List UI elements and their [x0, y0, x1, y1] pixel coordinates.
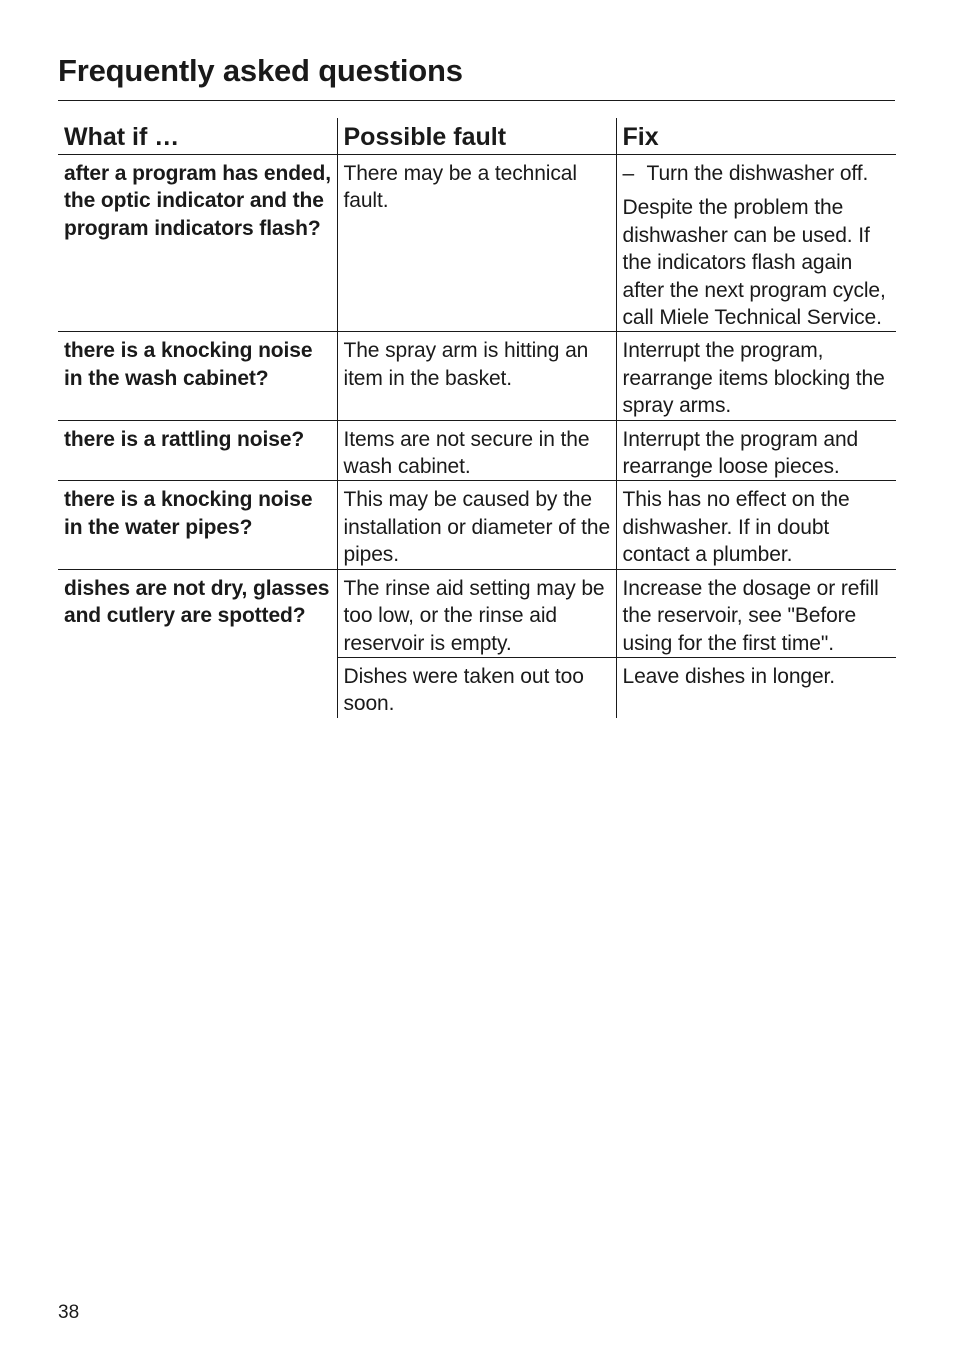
fault-cell: This may be caused by the installation or diameter of the pipes. [337, 481, 616, 569]
fix-step-text: Turn the dishwasher off. [646, 162, 869, 185]
fault-cell: Dishes were taken out too soon. [337, 657, 616, 717]
fix-cell: Increase the dosage or refill the reservoir, see "Before using for the first time". [616, 569, 896, 657]
table-row [58, 569, 896, 657]
fix-note: Despite the problem the dishwasher can be used. If the indicators flash again after the next program cycle, call Miele Technical Service. [622, 196, 886, 330]
header-fix: Fix [616, 118, 896, 155]
fault-cell: Items are not secure in the wash cabinet. [337, 420, 616, 481]
fault-cell: There may be a technical fault. [337, 155, 616, 332]
fix-cell: Interrupt the program and rearrange loose pieces. [616, 420, 896, 481]
question-cell: there is a rattling noise? [58, 420, 337, 481]
fault-cell: The rinse aid setting may be too low, or the rinse aid reservoir is empty. [337, 569, 616, 657]
page-number: 38 [58, 1302, 80, 1323]
fault-cell: The spray arm is hitting an item in the basket. [337, 332, 616, 420]
header-what-if: What if … [58, 118, 337, 155]
fix-cell [616, 155, 896, 332]
fix-cell: Interrupt the program, rearrange items blocking the spray arms. [616, 332, 896, 420]
fix-cell: This has no effect on the dishwasher. If in doubt contact a plumber. [616, 481, 896, 569]
fix-step [623, 160, 892, 187]
title-divider [58, 100, 895, 101]
question-cell: dishes are not dry, glasses and cutlery are spotted? [64, 576, 330, 628]
table-row [58, 420, 896, 481]
table-row [58, 481, 896, 569]
dash-bullet: – [622, 162, 635, 185]
faq-table [58, 118, 896, 718]
table-row [58, 332, 896, 420]
header-possible-fault: Possible fault [337, 118, 616, 155]
fix-cell: Leave dishes in longer. [616, 657, 896, 717]
table-header-row [58, 118, 896, 155]
question-cell: there is a knocking noise in the wash cabinet? [58, 332, 337, 420]
question-cell: there is a knocking noise in the water pipes? [58, 481, 337, 569]
question-cell: after a program has ended, the optic indicator and the program indicators flash? [58, 155, 337, 332]
table-row [58, 155, 896, 332]
page-title: Frequently asked questions [58, 53, 463, 88]
